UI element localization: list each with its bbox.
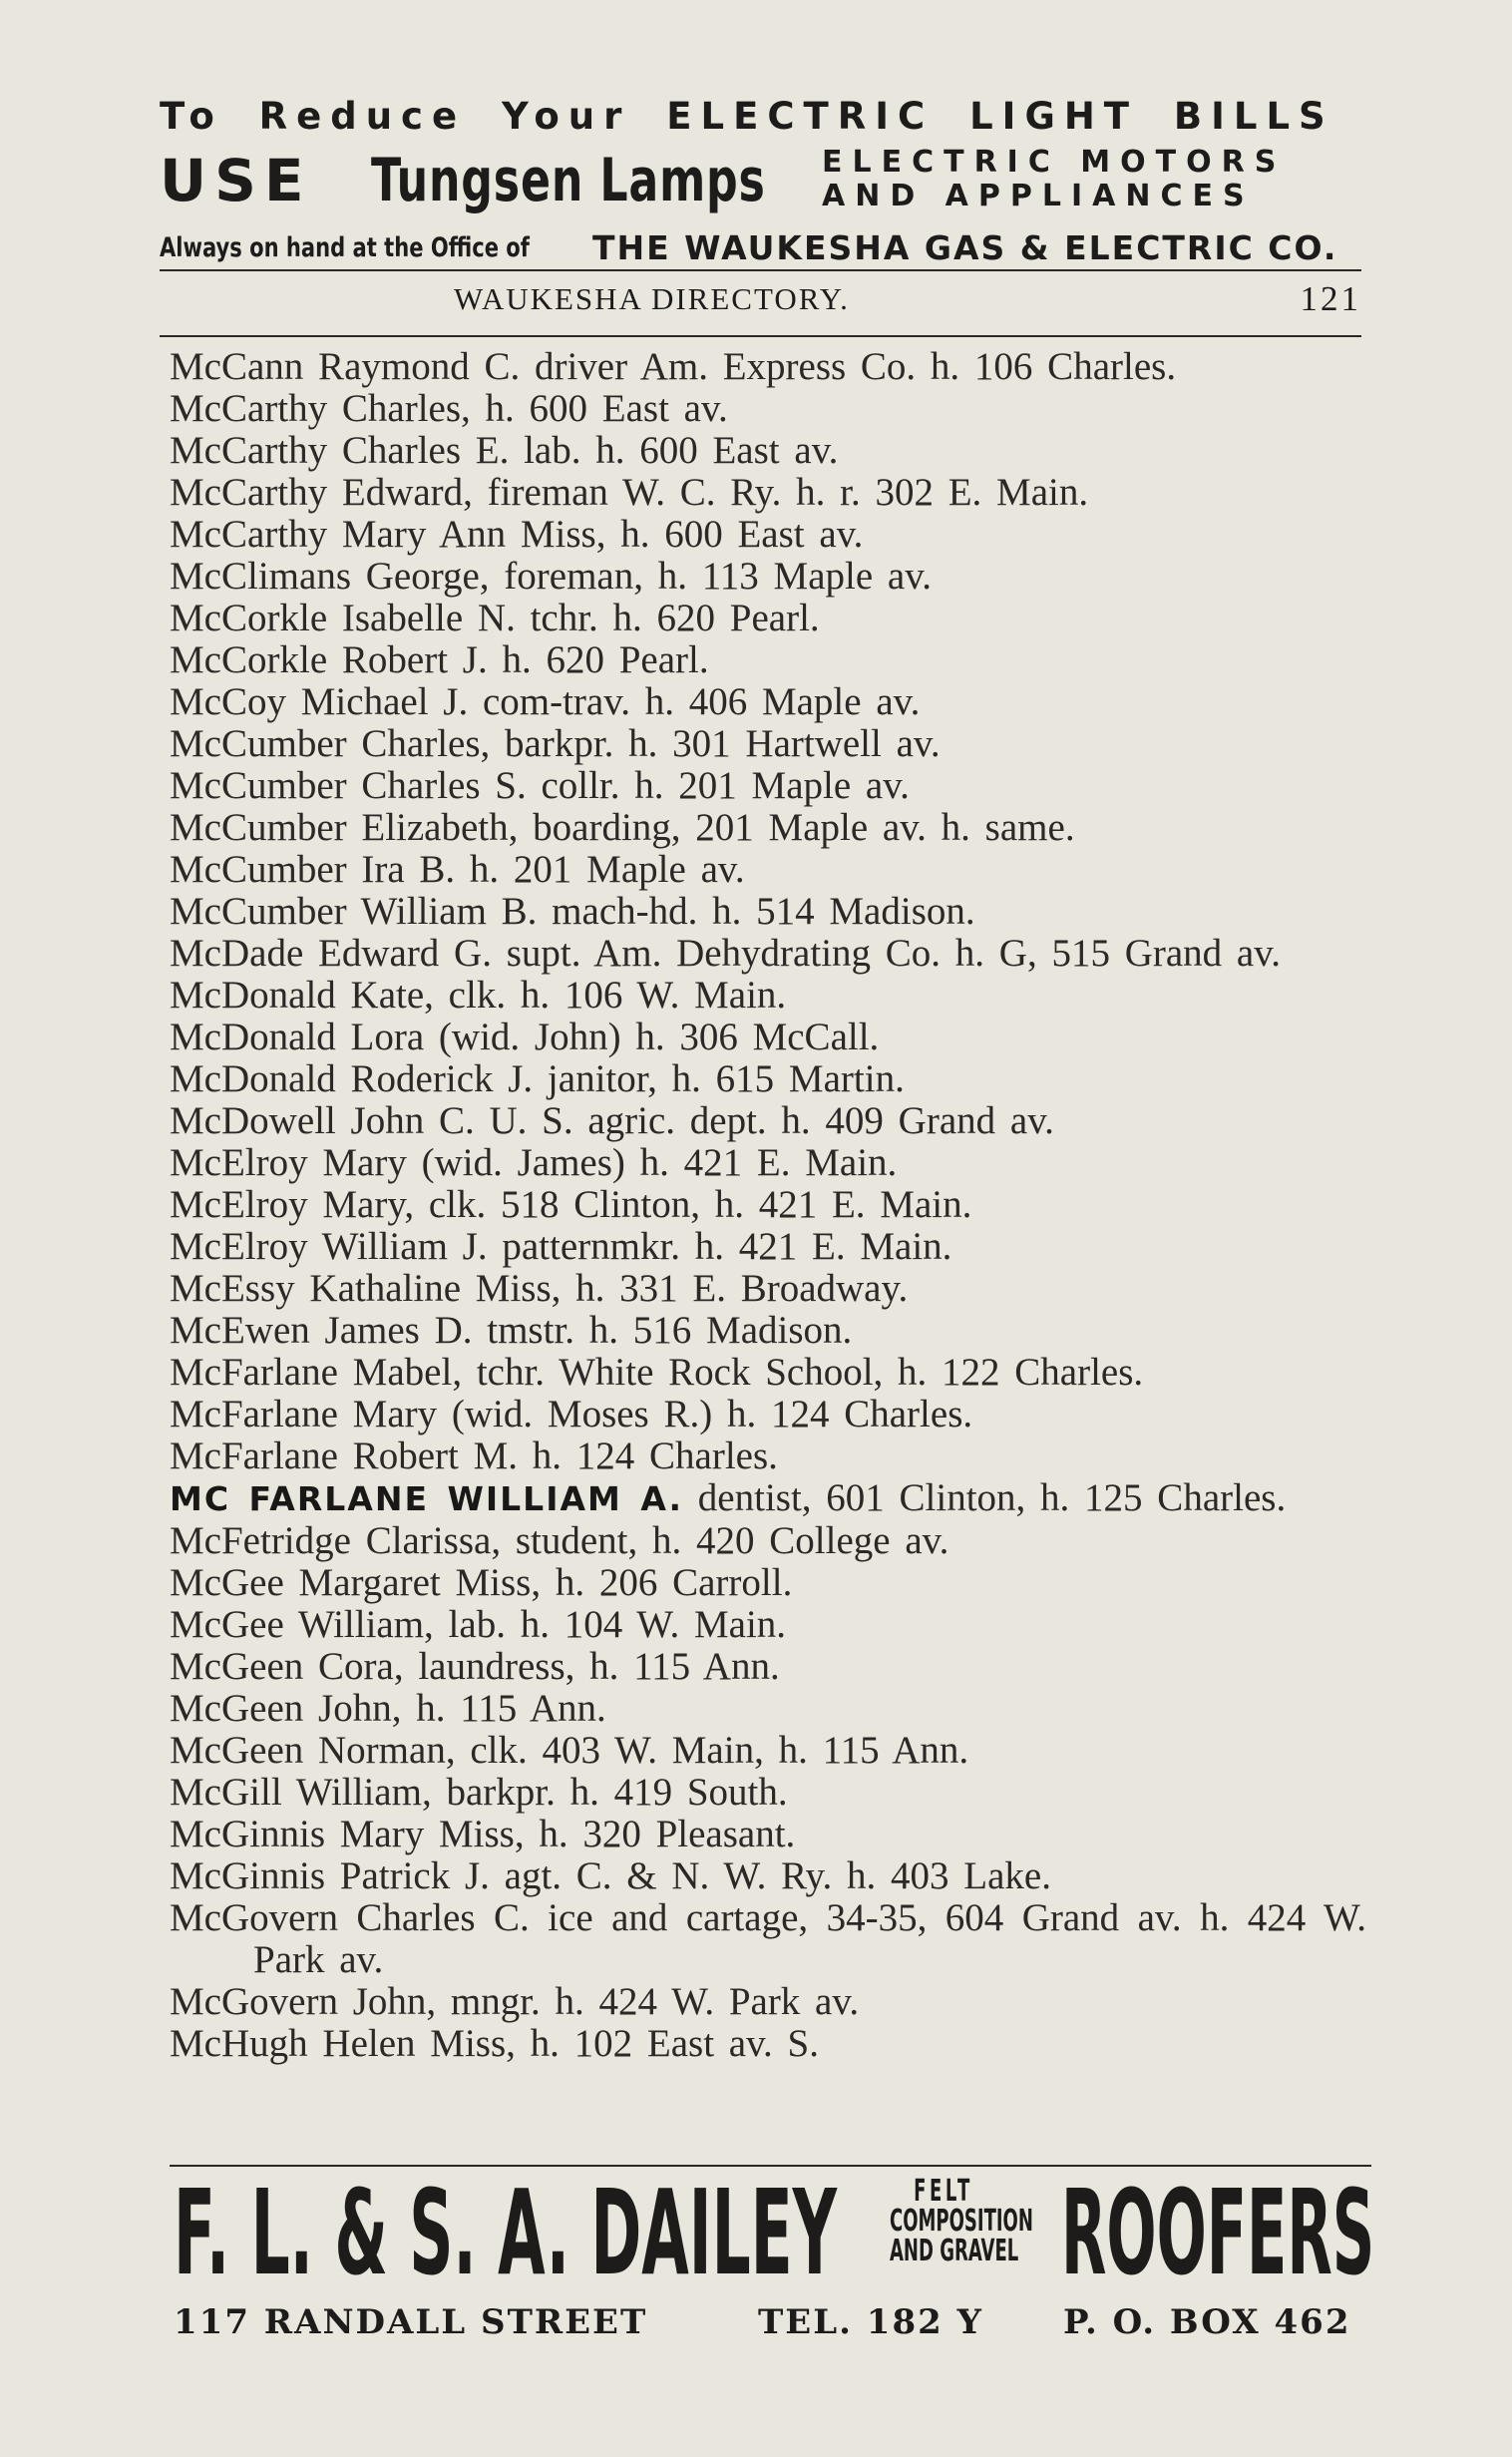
directory-entry: McGeen John, h. 115 Ann. (170, 1687, 606, 1730)
ad-headline (160, 92, 1356, 142)
directory-entry: McCann Raymond C. driver Am. Express Co. h. 106 Charles. (170, 345, 1177, 388)
ad-felt-line: AND GRAVEL (890, 2234, 1019, 2268)
ad-company-line (160, 227, 1356, 268)
header-top-rule (160, 269, 1361, 271)
ad-motors-block (822, 146, 1286, 213)
bottom-advertisement (174, 2164, 1375, 2342)
directory-entry: McDonald Lora (wid. John) h. 306 McCall. (170, 1016, 880, 1058)
directory-entry: McGinnis Patrick J. agt. C. & N. W. Ry. h. 403 Lake. (170, 1854, 1051, 1897)
directory-entry: McFarlane Mary (wid. Moses R.) h. 124 Charles. (170, 1393, 973, 1435)
directory-entry-bold (170, 1477, 1366, 1520)
directory-entry: McEssy Kathaline Miss, h. 331 E. Broadway. (170, 1267, 909, 1310)
ad-trade: ROOFERS (1061, 2164, 1375, 2301)
directory-entry: McGeen Cora, laundress, h. 115 Ann. (170, 1645, 780, 1688)
directory-entry: McFetridge Clarissa, student, h. 420 College av. (170, 1519, 949, 1562)
ad-felt-line: COMPOSITION (890, 2204, 1033, 2239)
directory-entry: McCorkle Robert J. h. 620 Pearl. (170, 638, 709, 681)
directory-entry: McCumber Charles, barkpr. h. 301 Hartwell av. (170, 722, 941, 765)
directory-entry: McElroy William J. patternmkr. h. 421 E. Main. (170, 1225, 952, 1268)
page-number: 121 (1300, 279, 1361, 318)
directory-entry: McGee Margaret Miss, h. 206 Carroll. (170, 1561, 793, 1604)
bold-entry-name: MC FARLANE WILLIAM A. (170, 1479, 684, 1518)
ad-felt-block (854, 2174, 1033, 2268)
directory-entry: McElroy Mary (wid. James) h. 421 E. Main. (170, 1141, 898, 1184)
ad-use-label: USE (160, 147, 312, 214)
directory-entry: McFarlane Mabel, tchr. White Rock School, h. 122 Charles. (170, 1351, 1144, 1394)
directory-entry: McCarthy Charles, h. 600 East av. (170, 387, 728, 430)
directory-entry: McCarthy Mary Ann Miss, h. 600 East av. (170, 513, 864, 556)
ad-headline-word: LIGHT (969, 95, 1139, 138)
ad-telephone: TEL. 182 Y (758, 2302, 983, 2342)
ad-headline-word: Your (501, 95, 631, 138)
ad-product-line (160, 146, 1356, 227)
ad-headline-word: ELECTRIC (666, 95, 935, 138)
directory-entry: McCarthy Charles E. lab. h. 600 East av. (170, 429, 839, 472)
directory-entries (170, 346, 1366, 2065)
directory-entry: McCumber Ira B. h. 201 Maple av. (170, 848, 745, 891)
directory-entry: McCorkle Isabelle N. tchr. h. 620 Pearl. (170, 597, 820, 639)
ad-product-name: Tungsen Lamps (371, 146, 766, 215)
directory-entry: McClimans George, foreman, h. 113 Maple av. (170, 555, 932, 598)
running-title: WAUKESHA DIRECTORY. (454, 281, 850, 316)
ad-po-box: P. O. BOX 462 (1063, 2302, 1351, 2342)
running-header (160, 273, 1361, 325)
ad-appliances-line: AND APPLIANCES (822, 179, 1255, 213)
directory-entry: McGovern Charles C. ice and cartage, 34-35, 604 Grand av. h. 424 W. Park av. (170, 1896, 1366, 1981)
ad-headline-word: BILLS (1173, 95, 1334, 138)
directory-entry: McGovern John, mngr. h. 424 W. Park av. (170, 1980, 860, 2023)
directory-entry: McCarthy Edward, fireman W. C. Ry. h. r. 302 E. Main. (170, 471, 1089, 514)
directory-entry: McDonald Kate, clk. h. 106 W. Main. (170, 974, 787, 1017)
header-bottom-rule (160, 335, 1361, 337)
directory-entry: McGill William, barkpr. h. 419 South. (170, 1771, 788, 1814)
directory-entry: McDowell John C. U. S. agric. dept. h. 409 Grand av. (170, 1099, 1054, 1142)
ad-always-text: Always on hand at the Office of (160, 231, 530, 263)
directory-entry: McElroy Mary, clk. 518 Clinton, h. 421 E. Main. (170, 1183, 972, 1226)
ad-street: 117 RANDALL STREET (174, 2302, 648, 2342)
directory-entry: McCumber William B. mach-hd. h. 514 Madison. (170, 890, 975, 933)
directory-entry: McGinnis Mary Miss, h. 320 Pleasant. (170, 1813, 796, 1855)
top-advertisement (160, 92, 1356, 268)
ad-firm-name: F. L. & S. A. DAILEY (174, 2164, 838, 2301)
directory-entry: McEwen James D. tmstr. h. 516 Madison. (170, 1309, 853, 1352)
bold-entry-details: dentist, 601 Clinton, h. 125 Charles. (697, 1476, 1287, 1519)
directory-entry: McCoy Michael J. com-trav. h. 406 Maple av. (170, 680, 921, 723)
directory-entry: McGeen Norman, clk. 403 W. Main, h. 115 Ann. (170, 1729, 969, 1772)
directory-entry: McCumber Elizabeth, boarding, 201 Maple av. h. same. (170, 806, 1075, 849)
ad-headline-word: To (160, 95, 223, 138)
directory-entry: McDonald Roderick J. janitor, h. 615 Martin. (170, 1057, 905, 1100)
ad-headline-word: Reduce (258, 95, 467, 138)
directory-entry: McHugh Helen Miss, h. 102 East av. S. (170, 2022, 820, 2065)
ad-company-name: THE WAUKESHA GAS & ELECTRIC CO. (592, 227, 1338, 267)
ad-motors-line: ELECTRIC MOTORS (822, 145, 1287, 180)
directory-entry: McFarlane Robert M. h. 124 Charles. (170, 1434, 778, 1477)
directory-entry: McCumber Charles S. collr. h. 201 Maple av. (170, 764, 910, 807)
ad-felt-line: FELT (914, 2174, 973, 2209)
directory-entry: McGee William, lab. h. 104 W. Main. (170, 1603, 787, 1646)
directory-entry: McDade Edward G. supt. Am. Dehydrating Co. h. G, 515 Grand av. (170, 932, 1281, 975)
